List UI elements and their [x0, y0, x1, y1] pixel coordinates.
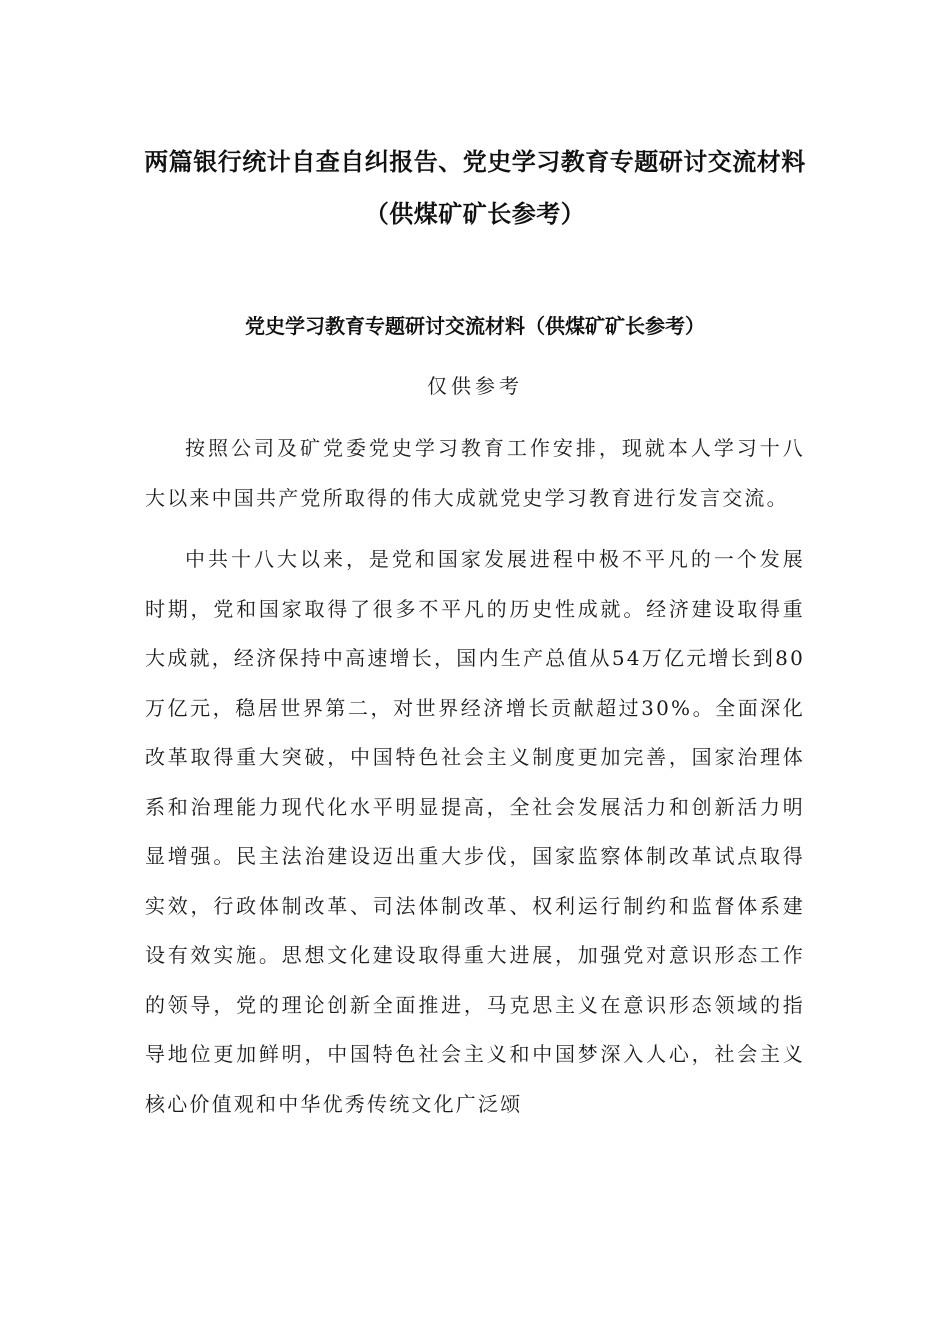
document-body — [145, 424, 805, 1141]
section-title: 党史学习教育专题研讨交流材料（供煤矿矿长参考） — [245, 314, 705, 338]
paragraph-intro: 按照公司及矿党委党史学习教育工作安排，现就本人学习十八大以来中国共产党所取得的伟大成就党史学习教育进行发言交流。 — [145, 436, 805, 510]
paragraph-achievements: 中共十八大以来，是党和国家发展进程中极不平凡的一个发展时期，党和国家取得了很多不平凡的历史性成就。经济建设取得重大成就，经济保持中高速增长，国内生产总值从54万亿元增长到80万亿元，稳居世界第二，对世界经济增长贡献超过30%。全面深化改革取得重大突破，中国特色社会主义制度更加完善，国家治理体系和治理能力现代化水平明显提高，全社会发展活力和创新活力明显增强。民主法治建设迈出重大步伐，国家监察体制改革试点取得实效，行政体制改革、司法体制改革、权利运行制约和监督体系建设有效实施。思想文化建设取得重大进展，加强党对意识形态工作的领导，党的理论创新全面推进，马克思主义在意识形态领域的指导地位更加鲜明，中国特色社会主义和中国梦深入人心，社会主义核心价值观和中华优秀传统文化广泛颂 — [145, 547, 805, 1116]
document-title: 两篇银行统计自查自纠报告、党史学习教育专题研讨交流材料（供煤矿矿长参考） — [144, 148, 806, 228]
reference-note: 仅供参考 — [427, 374, 523, 398]
